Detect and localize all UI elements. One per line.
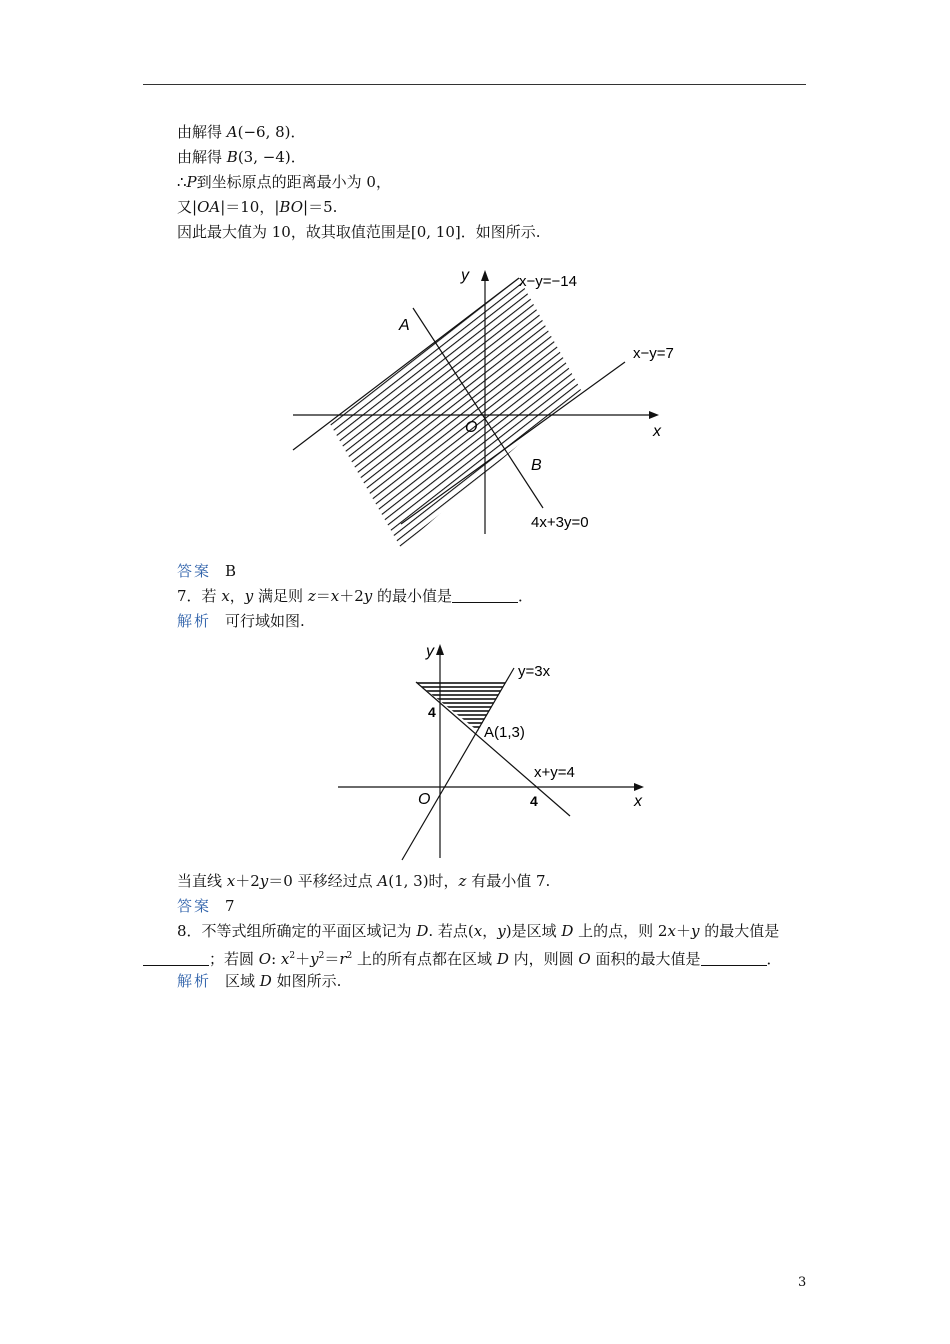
line-y3x-label: y=3x: [518, 663, 551, 680]
analysis-7: 解析 可行域如图.: [177, 612, 305, 630]
x-axis-label-2: x: [634, 793, 642, 810]
answer-blank: [452, 590, 518, 603]
answer-blank: [143, 953, 209, 966]
point-b-label: B: [531, 457, 542, 474]
answer-line-1: 答案 B: [177, 562, 237, 580]
conclusion-7: 当直线 x＋2y＝0 平移经过点 A(1, 3)时，z 有最小值 7.: [177, 872, 551, 890]
x-axis-arrow: [649, 411, 659, 419]
answer-line-2: 答案 7: [177, 897, 235, 915]
y-axis-label: y: [461, 267, 469, 284]
line1-label: x−y=−14: [519, 273, 577, 290]
question-8-line-2: ；若圆 O: $x^2+y^2=r^2$ 上的所有点都在区域 D 内，则圆 O 面积的最大值是 ．: [143, 946, 782, 969]
y-axis-arrow-2: [436, 644, 444, 655]
header-rule: [143, 84, 806, 85]
figure-feasible-region-2: [330, 638, 650, 862]
tick-x-4: 4: [530, 793, 538, 809]
y-axis-arrow: [481, 270, 489, 281]
question-7: 7．若 x，y 满足则 z＝x＋2y 的最小值是 ．: [177, 587, 534, 605]
x-axis-arrow-2: [634, 783, 644, 791]
line2-label: x−y=7: [633, 345, 674, 362]
line-xy4-label: x+y=4: [534, 764, 575, 781]
origin-label-2: O: [418, 791, 431, 808]
solution-line-range: 因此最大值为 10，故其取值范围是[0, 10]．如图所示.: [177, 223, 541, 241]
figure-feasible-region-1: [285, 262, 674, 550]
y-axis-label-2: y: [426, 643, 434, 660]
solution-line-b: 由解得 B(3, −4)．: [177, 148, 306, 166]
solution-line-p: ∴P到坐标原点的距离最小为 0，: [177, 173, 391, 191]
solution-line-a: 由解得 A(−6, 8)．: [177, 123, 306, 141]
analysis-8: 解析 区域 D 如图所示.: [177, 972, 342, 990]
origin-label: O: [465, 419, 478, 436]
point-a-label: A: [399, 317, 410, 334]
solution-line-oa: 又|OA|＝10，|BO|＝5.: [177, 198, 338, 216]
question-8-line-1: 8．不等式组所确定的平面区域记为 D. 若点(x，y)是区域 D 上的点，则 2x＋y 的最大值是: [177, 922, 780, 940]
answer-blank: [701, 953, 767, 966]
point-a-label-2: A(1,3): [484, 724, 525, 741]
x-axis-label: x: [653, 423, 661, 440]
line3-label: 4x+3y=0: [531, 514, 589, 531]
tick-y-4: 4: [428, 704, 436, 720]
page-number: 3: [798, 1275, 807, 1290]
